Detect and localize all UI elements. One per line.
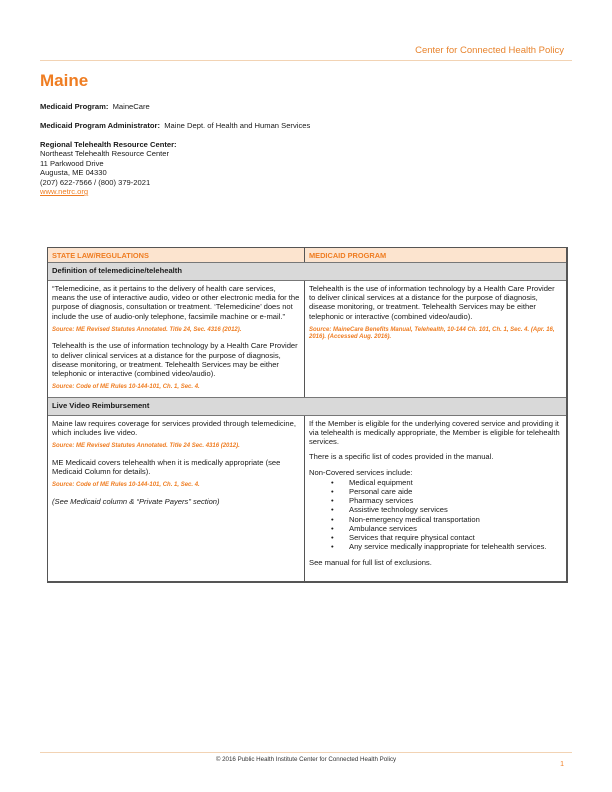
list-item: • Personal care aide bbox=[339, 487, 562, 496]
resource-center bbox=[40, 140, 177, 196]
definition-law-text-1: “Telemedicine, as it pertains to the delivery of health care services, means the use of interactive audio, video or other electronic media for the purpose of diagnosis, consultation or treatment. ‘Telemedicine’ does not include the use of audio-only telephone, facsimile machine or e-mail.” bbox=[52, 284, 300, 321]
live-video-law-note: (See Medicaid column & “Private Payers” section) bbox=[52, 496, 220, 506]
definition-law-source-2: Source: Code of ME Rules 10-144-101, Ch. 1, Sec. 4. bbox=[52, 384, 200, 391]
section-heading-definition: Definition of telemedicine/telehealth bbox=[48, 263, 566, 281]
definition-medicaid-text-1: Telehealth is the use of information technology by a Health Care Provider to deliver clinical services at a distance for the purpose of diagnosis, disease monitoring, or treatment. Telehealth Services may be either telephonic or interactive (combined video/audio). bbox=[309, 284, 555, 321]
definition-state-law-cell bbox=[48, 281, 305, 397]
table-row-live-video bbox=[48, 416, 566, 581]
list-item: • Non-emergency medical transportation bbox=[339, 515, 562, 524]
resource-center-address-1: 11 Parkwood Drive bbox=[40, 158, 104, 168]
list-item: • Medical equipment bbox=[339, 478, 562, 487]
medicaid-program bbox=[40, 102, 150, 111]
list-item: • Assistive technology services bbox=[339, 505, 562, 514]
table-row-definition bbox=[48, 281, 566, 398]
list-item: • Services that require physical contact bbox=[339, 533, 562, 542]
live-video-law-source-1: Source: ME Revised Statutes Annotated. Title 24 Sec. 4316 (2012). bbox=[52, 443, 240, 450]
policy-table bbox=[47, 247, 568, 583]
medicaid-program-value: MaineCare bbox=[112, 102, 150, 111]
header-org-name: Center for Connected Health Policy bbox=[415, 45, 564, 56]
resource-center-address-2: Augusta, ME 04330 bbox=[40, 168, 107, 178]
table-header-row bbox=[48, 248, 566, 263]
section-heading-live-video: Live Video Reimbursement bbox=[48, 398, 566, 416]
live-video-medicaid-text-3: See manual for full list of exclusions. bbox=[309, 558, 432, 568]
list-item: • Pharmacy services bbox=[339, 496, 562, 505]
medicaid-administrator bbox=[40, 121, 310, 130]
page-number: 1 bbox=[560, 761, 564, 768]
non-covered-intro: Non-Covered services include: bbox=[309, 467, 413, 477]
column-header-medicaid: MEDICAID PROGRAM bbox=[309, 251, 387, 260]
non-covered-list bbox=[309, 478, 562, 552]
live-video-medicaid-text-1: If the Member is eligible for the underlying covered service and providing it via telehealth is medically appropriate, the Member is eligible for telehealth services. bbox=[309, 418, 560, 447]
definition-law-source-1: Source: ME Revised Statutes Annotated. Title 24, Sec. 4316 (2012). bbox=[52, 326, 242, 333]
medicaid-program-label: Medicaid Program: bbox=[40, 102, 109, 111]
live-video-law-source-2: Source: Code of ME Rules 10-144-101, Ch. 1, Sec. 4. bbox=[52, 482, 200, 489]
definition-law-text-2: Telehealth is the use of information technology by a Health Care Provider to deliver clinical services at a distance for the purpose of diagnosis, disease monitoring, or treatment. Telehealth Services may be either telephonic or interactive (combined video/audio). bbox=[52, 341, 298, 379]
resource-center-website-link[interactable]: www.netrc.org bbox=[40, 187, 89, 197]
medicaid-administrator-label: Medicaid Program Administrator: bbox=[40, 121, 160, 130]
page-title: Maine bbox=[40, 71, 89, 90]
live-video-law-text-2: ME Medicaid covers telehealth when it is medically appropriate (see Medicaid Column for details). bbox=[52, 457, 281, 477]
resource-center-phone: (207) 622-7566 / (800) 379-2021 bbox=[40, 177, 151, 187]
list-item: • Ambulance services bbox=[339, 524, 562, 533]
definition-medicaid-source-1: Source: MaineCare Benefits Manual, Telehealth, 10-144 Ch. 101, Ch. 1, Sec. 4. (Apr. 16, 2016). (Accessed Aug. 2016). bbox=[309, 326, 555, 341]
live-video-medicaid-text-2: There is a specific list of codes provided in the manual. bbox=[309, 452, 494, 462]
footer-copyright: © 2016 Public Health Institute Center for Connected Health Policy bbox=[215, 756, 397, 763]
live-video-medicaid-cell bbox=[305, 416, 566, 581]
live-video-law-text-1: Maine law requires coverage for services provided through telemedicine, which includes live video. bbox=[52, 418, 296, 438]
header-divider bbox=[40, 60, 572, 61]
resource-center-name: Northeast Telehealth Resource Center bbox=[40, 149, 170, 159]
list-item: • Any service medically inappropriate for telehealth services. bbox=[339, 542, 562, 551]
live-video-state-law-cell bbox=[48, 416, 305, 581]
footer-divider bbox=[40, 752, 572, 753]
medicaid-administrator-value: Maine Dept. of Health and Human Services bbox=[164, 121, 311, 130]
definition-medicaid-cell bbox=[305, 281, 566, 397]
column-header-state-law: STATE LAW/REGULATIONS bbox=[48, 248, 305, 262]
resource-center-label: Regional Telehealth Resource Center: bbox=[40, 140, 177, 149]
